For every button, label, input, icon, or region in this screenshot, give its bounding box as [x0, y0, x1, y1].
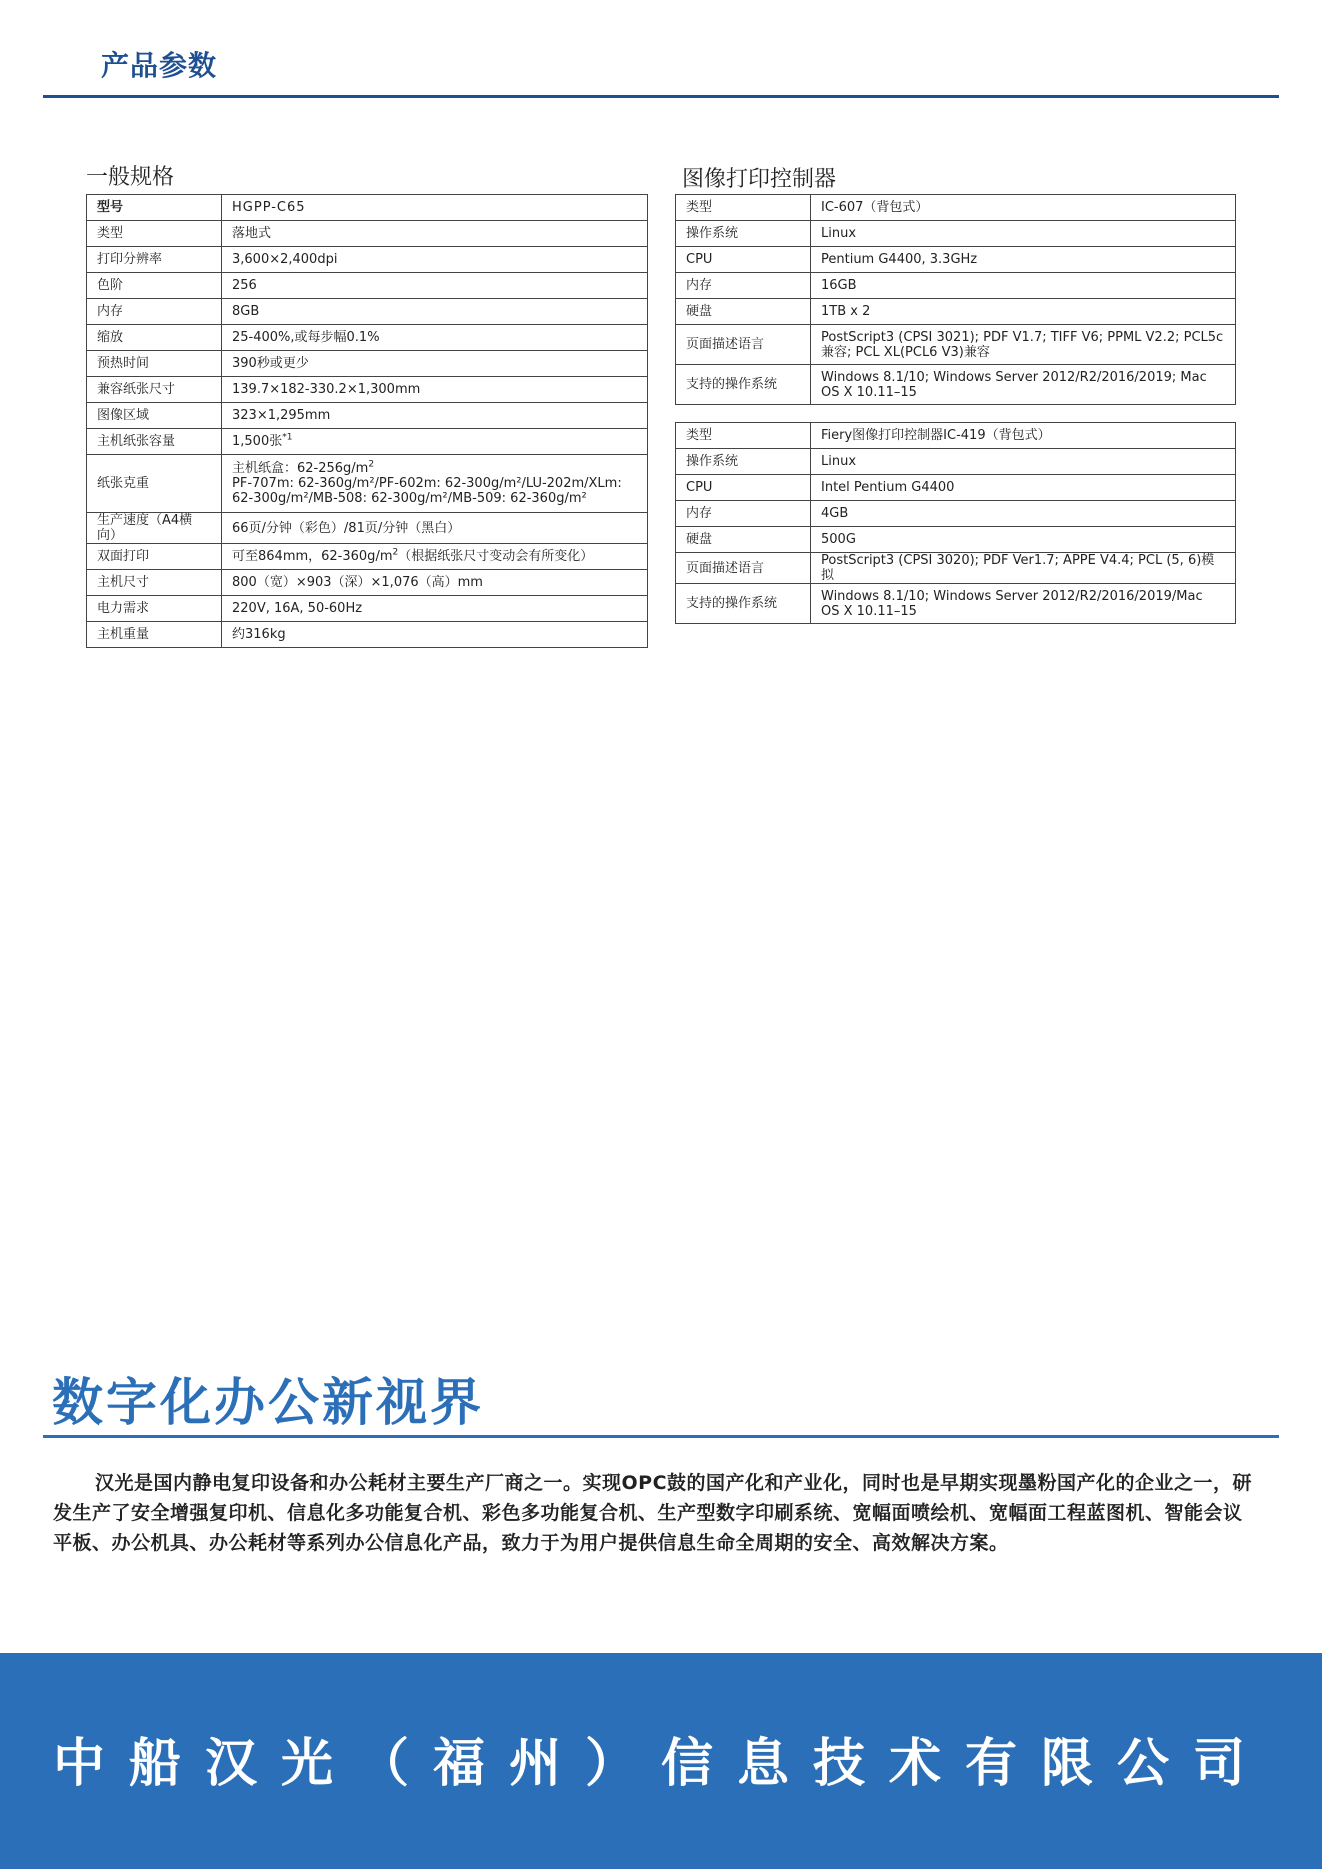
spec-key: 类型 — [676, 195, 811, 221]
spec-value: 可至864mm，62-360g/m — [232, 549, 393, 564]
table-row — [87, 325, 648, 351]
spec-key: 操作系统 — [676, 449, 811, 475]
table-row — [676, 325, 1236, 365]
spec-key: 支持的操作系统 — [676, 365, 811, 405]
spec-value-cell — [222, 455, 648, 513]
spec-key: 硬盘 — [676, 527, 811, 553]
spec-value: Windows 8.1/10; Windows Server 2012/R2/2016/2019/Mac OS X 10.11–15 — [811, 584, 1236, 624]
superscript: 2 — [392, 547, 399, 558]
spec-value: Fiery图像打印控制器IC-419（背包式） — [811, 423, 1236, 449]
table-row — [87, 455, 648, 513]
spec-key: 打印分辨率 — [87, 247, 222, 273]
table-row — [676, 475, 1236, 501]
spec-key: 操作系统 — [676, 221, 811, 247]
spec-value: 8GB — [222, 299, 648, 325]
spec-value-cell — [222, 544, 648, 570]
spec-value: PostScript3 (CPSI 3020); PDF Ver1.7; APPE V4.4; PCL (5, 6)模拟 — [811, 553, 1236, 584]
spec-value: 139.7×182-330.2×1,300mm — [222, 377, 648, 403]
footnote-mark: *1 — [282, 432, 293, 443]
spec-value: 3,600×2,400dpi — [222, 247, 648, 273]
spec-value: 256 — [222, 273, 648, 299]
spec-value: 16GB — [811, 273, 1236, 299]
spec-key: 类型 — [87, 221, 222, 247]
table-row — [676, 584, 1236, 624]
table-row — [87, 195, 648, 221]
spec-value: 约316kg — [222, 622, 648, 648]
page-header — [0, 0, 1322, 100]
spec-value: IC-607（背包式） — [811, 195, 1236, 221]
spec-value: 1,500张 — [232, 434, 283, 449]
spec-key: 主机尺寸 — [87, 570, 222, 596]
slogan-rule — [43, 1435, 1279, 1438]
spec-value: 4GB — [811, 501, 1236, 527]
spec-key: CPU — [676, 247, 811, 273]
spec-value: Pentium G4400, 3.3GHz — [811, 247, 1236, 273]
spec-key: 缩放 — [87, 325, 222, 351]
controller-ic607-table — [675, 194, 1236, 405]
table-row — [676, 299, 1236, 325]
company-intro: 汉光是国内静电复印设备和办公耗材主要生产厂商之一。实现OPC鼓的国产化和产业化，同时也是早期实现墨粉国产化的企业之一，研发生产了安全增强复印机、信息化多功能复合机、彩色多功能复合机、生产型数字印刷系统、宽幅面喷绘机、宽幅面工程蓝图机、智能会议平板、办公机具、办公耗材等系列办公信息化产品，致力于为用户提供信息生命全周期的安全、高效解决方案。 — [53, 1472, 1253, 1554]
spec-key: 内存 — [87, 299, 222, 325]
table-row — [87, 377, 648, 403]
spec-value: Windows 8.1/10; Windows Server 2012/R2/2016/2019; Mac OS X 10.11–15 — [811, 365, 1236, 405]
table-row — [87, 570, 648, 596]
spec-key: 色阶 — [87, 273, 222, 299]
spec-value-note: （根据纸张尺寸变动会有所变化） — [398, 549, 594, 564]
footer-banner — [0, 1653, 1322, 1869]
spec-value: HGPP-C65 — [222, 195, 648, 221]
general-spec-table — [86, 194, 648, 648]
spec-key: 预热时间 — [87, 351, 222, 377]
table-row — [87, 622, 648, 648]
spec-value: 390秒或更少 — [222, 351, 648, 377]
table-row — [676, 195, 1236, 221]
table-row — [87, 596, 648, 622]
spec-key: 主机重量 — [87, 622, 222, 648]
spec-key: 图像区域 — [87, 403, 222, 429]
spec-value: 66页/分钟（彩色）/81页/分钟（黑白） — [222, 513, 648, 544]
spec-key: 页面描述语言 — [676, 553, 811, 584]
spec-key: 支持的操作系统 — [676, 584, 811, 624]
table-row — [87, 299, 648, 325]
spec-key: 兼容纸张尺寸 — [87, 377, 222, 403]
spec-key: 型号 — [87, 195, 222, 221]
spec-key: 纸张克重 — [87, 455, 222, 513]
spec-value-line: PF-707m: 62-360g/m²/PF-602m: 62-300g/m²/LU-202m/XLm: — [232, 476, 622, 491]
spec-value: 500G — [811, 527, 1236, 553]
superscript: 2 — [368, 459, 375, 470]
spec-value-line — [232, 461, 637, 476]
spec-key: 页面描述语言 — [676, 325, 811, 365]
spec-value: 主机纸盒：62-256g/m — [232, 461, 369, 476]
table-row — [87, 544, 648, 570]
table-row — [87, 513, 648, 544]
spec-value-line: 62-300g/m²/MB-508: 62-300g/m²/MB-509: 62-360g/m² — [232, 491, 587, 506]
table-row — [676, 365, 1236, 405]
spec-value-cell — [222, 429, 648, 455]
table-row — [676, 247, 1236, 273]
spec-value: PostScript3 (CPSI 3021); PDF V1.7; TIFF V6; PPML V2.2; PCL5c兼容; PCL XL(PCL6 V3)兼容 — [811, 325, 1236, 365]
spec-key: 内存 — [676, 273, 811, 299]
spec-value: 323×1,295mm — [222, 403, 648, 429]
table-row — [676, 501, 1236, 527]
spec-value: Intel Pentium G4400 — [811, 475, 1236, 501]
general-spec-title: 一般规格 — [86, 165, 175, 190]
spec-key: 内存 — [676, 501, 811, 527]
table-row — [676, 423, 1236, 449]
spec-key: 硬盘 — [676, 299, 811, 325]
spec-key: CPU — [676, 475, 811, 501]
table-row — [87, 351, 648, 377]
header-rule — [43, 95, 1279, 98]
table-row — [676, 273, 1236, 299]
spec-value: 220V, 16A, 50-60Hz — [222, 596, 648, 622]
spec-key: 双面打印 — [87, 544, 222, 570]
spec-value: Linux — [811, 221, 1236, 247]
controller-ic419-table — [675, 422, 1236, 624]
controller-title: 图像打印控制器 — [682, 167, 837, 192]
spec-key: 电力需求 — [87, 596, 222, 622]
table-row — [676, 527, 1236, 553]
spec-key: 生产速度（A4横向） — [87, 513, 222, 544]
table-row — [676, 553, 1236, 584]
spec-value: Linux — [811, 449, 1236, 475]
spec-value: 800（宽）×903（深）×1,076（高）mm — [222, 570, 648, 596]
table-row — [676, 449, 1236, 475]
spec-key: 类型 — [676, 423, 811, 449]
spec-value: 落地式 — [222, 221, 648, 247]
spec-key: 主机纸张容量 — [87, 429, 222, 455]
table-row — [87, 221, 648, 247]
page-title: 产品参数 — [101, 49, 218, 82]
table-row — [87, 429, 648, 455]
spec-value: 25-400%,或每步幅0.1% — [222, 325, 648, 351]
spec-value: 1TB x 2 — [811, 299, 1236, 325]
table-row — [676, 221, 1236, 247]
table-row — [87, 403, 648, 429]
table-row — [87, 247, 648, 273]
table-row — [87, 273, 648, 299]
slogan-heading: 数字化办公新视界 — [52, 1374, 485, 1433]
company-name: 中船汉光（福州）信息技术有限公司 — [52, 1734, 1269, 1794]
